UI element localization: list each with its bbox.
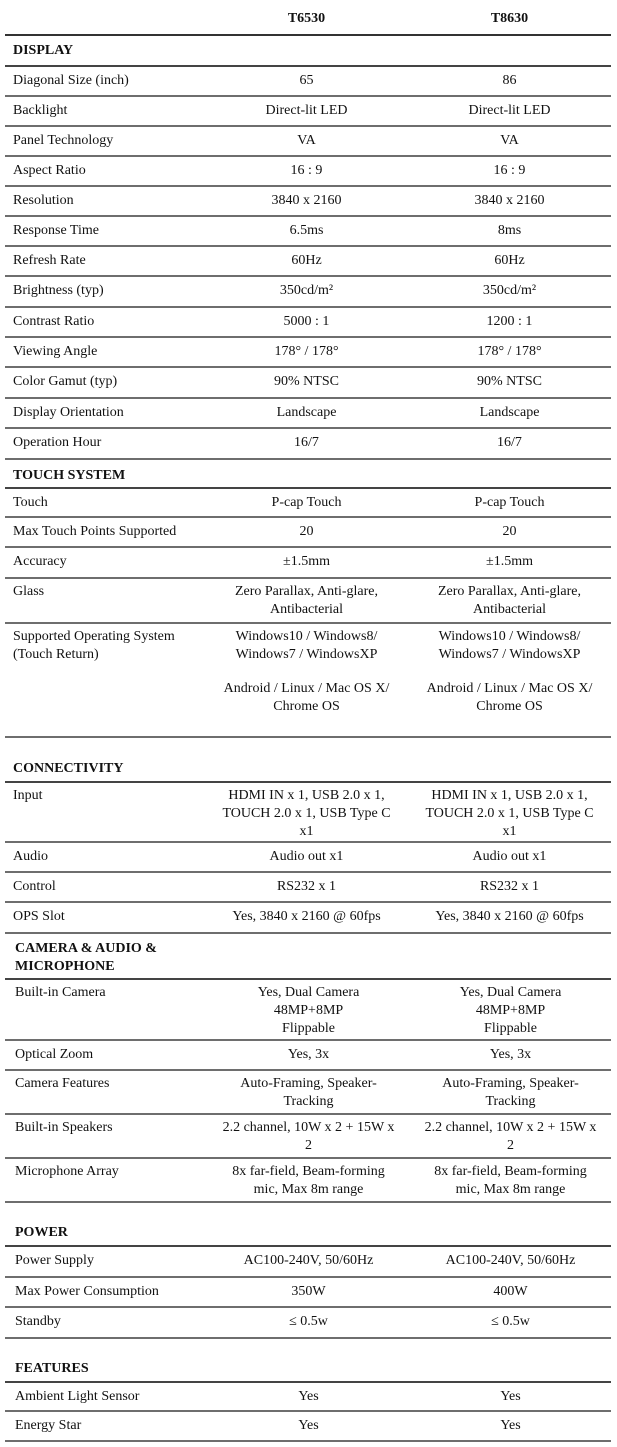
value-t8630: Yes: [500, 1389, 521, 1404]
row-label: Accuracy: [13, 554, 67, 569]
row-label: Ambient Light Sensor: [15, 1389, 140, 1404]
value-t6530: P-cap Touch: [271, 495, 342, 510]
power-section: [5, 1203, 611, 1339]
table-row-accuracy: [5, 548, 611, 579]
table-row-diagonal-size-inch: [5, 67, 611, 97]
table-row-audio: [5, 843, 611, 873]
table-row-ops-slot: [5, 903, 611, 934]
value-t6530: 20: [299, 524, 314, 539]
section-spacer: [5, 1339, 611, 1355]
row-label: Microphone Array: [15, 1164, 119, 1179]
value-t8630: Audio out x1: [472, 849, 547, 864]
row-label: Backlight: [13, 103, 68, 118]
table-row-response-time: [5, 217, 611, 247]
value-t6530: RS232 x 1: [276, 879, 337, 894]
camera-rows: [5, 980, 611, 1203]
row-label: Aspect Ratio: [13, 163, 86, 178]
value-t6530: VA: [297, 133, 316, 148]
features-rows: [5, 1383, 611, 1442]
row-label: Resolution: [13, 193, 74, 208]
value-t6530: 8x far-field, Beam-forming mic, Max 8m range: [232, 1164, 385, 1197]
section-title: DISPLAY: [13, 43, 74, 58]
section-title: CONNECTIVITY: [13, 761, 124, 776]
row-label: Display Orientation: [13, 405, 124, 420]
value-t6530: ≤ 0.5w: [289, 1314, 328, 1329]
row-label: Supported Operating System (Touch Return): [13, 629, 175, 662]
value-t6530: Yes, Dual Camera 48MP+8MP Flippable: [257, 985, 360, 1036]
row-label: Diagonal Size (inch): [13, 73, 129, 88]
table-row-operation-hour: [5, 429, 611, 460]
section-title: FEATURES: [15, 1361, 89, 1376]
value-t6530: Audio out x1: [269, 849, 344, 864]
value-t8630: ±1.5mm: [486, 554, 533, 569]
value-t8630: P-cap Touch: [474, 495, 545, 510]
table-header: [5, 0, 611, 36]
value-t8630: Yes: [500, 1418, 521, 1433]
value-t6530: 2.2 channel, 10W x 2 + 15W x 2: [222, 1120, 395, 1153]
value-t6530: 16 : 9: [290, 163, 323, 178]
value-t6530: Yes: [298, 1389, 319, 1404]
value-t8630: 178° / 178°: [477, 344, 542, 359]
value-t8630: 2.2 channel, 10W x 2 + 15W x 2: [424, 1120, 597, 1153]
camera-section: [5, 934, 611, 1203]
value-t8630: 8x far-field, Beam-forming mic, Max 8m range: [434, 1164, 587, 1197]
value-t6530: Yes: [298, 1418, 319, 1433]
value-t6530: 16/7: [294, 435, 319, 450]
value-t8630: 1200 : 1: [486, 314, 533, 329]
header-model-t6530: T6530: [287, 11, 326, 26]
table-row-max-power-consumption: [5, 1278, 611, 1308]
section-header-connectivity: [5, 752, 611, 783]
table-row-built-in-camera: [5, 980, 611, 1041]
table-row-brightness-typ: [5, 277, 611, 308]
section-spacer: [5, 1203, 611, 1219]
value-t8630: 16/7: [497, 435, 522, 450]
row-label: Response Time: [13, 223, 99, 238]
value-t8630: 400W: [493, 1284, 528, 1299]
table-row-input: [5, 783, 611, 843]
row-label: Control: [13, 879, 56, 894]
table-row-touch: [5, 489, 611, 518]
value-t8630: Windows10 / Windows8/ Windows7 / WindowsXP Android / Linux / Mac OS X/ Chrome OS: [426, 629, 593, 714]
value-t6530: 3840 x 2160: [271, 193, 342, 208]
value-t8630: Yes, Dual Camera 48MP+8MP Flippable: [459, 985, 562, 1036]
value-t8630: ≤ 0.5w: [491, 1314, 530, 1329]
row-label: Max Touch Points Supported: [13, 524, 177, 539]
table-row-refresh-rate: [5, 247, 611, 277]
row-label: Built-in Camera: [15, 985, 106, 1000]
value-t8630: Zero Parallax, Anti-glare, Antibacterial: [437, 584, 582, 617]
power-rows: [5, 1247, 611, 1339]
value-t6530: HDMI IN x 1, USB 2.0 x 1, TOUCH 2.0 x 1, USB Type C x1: [222, 788, 391, 839]
row-label: OPS Slot: [13, 909, 65, 924]
value-t8630: 20: [502, 524, 517, 539]
value-t6530: 5000 : 1: [283, 314, 330, 329]
table-row-glass: [5, 579, 611, 624]
row-label: Input: [13, 788, 43, 803]
value-t6530: Direct-lit LED: [265, 103, 348, 118]
value-t6530: Landscape: [276, 405, 337, 420]
value-t6530: ±1.5mm: [283, 554, 330, 569]
value-t6530: Yes, 3x: [287, 1047, 330, 1062]
row-label: Audio: [13, 849, 48, 864]
section-title: TOUCH SYSTEM: [13, 468, 126, 483]
row-label: Panel Technology: [13, 133, 114, 148]
table-row-backlight: [5, 97, 611, 127]
row-label: Viewing Angle: [13, 344, 98, 359]
display-rows: [5, 67, 611, 460]
table-row-color-gamut-typ: [5, 368, 611, 399]
value-t6530: 6.5ms: [289, 223, 324, 238]
value-t6530: Yes, 3840 x 2160 @ 60fps: [232, 909, 381, 924]
value-t8630: HDMI IN x 1, USB 2.0 x 1, TOUCH 2.0 x 1, USB Type C x1: [425, 788, 594, 839]
touch-rows: [5, 489, 611, 624]
table-row-panel-technology: [5, 127, 611, 157]
table-row-built-in-speakers: [5, 1115, 611, 1159]
value-t6530: Auto-Framing, Speaker- Tracking: [240, 1076, 377, 1109]
value-t8630: Direct-lit LED: [468, 103, 551, 118]
header-model-t8630: T8630: [490, 11, 529, 26]
spec-comparison-table: [5, 0, 611, 1442]
value-t6530: 65: [299, 73, 314, 88]
section-header-features: [5, 1355, 611, 1383]
table-row-display-orientation: [5, 399, 611, 429]
row-label: Optical Zoom: [15, 1047, 94, 1062]
table-row-camera-features: [5, 1071, 611, 1115]
value-t8630: 350cd/m²: [482, 283, 537, 298]
table-row-microphone-array: [5, 1159, 611, 1203]
value-t8630: Yes, 3840 x 2160 @ 60fps: [435, 909, 584, 924]
value-t6530: AC100-240V, 50/60Hz: [243, 1253, 374, 1268]
value-t8630: VA: [500, 133, 519, 148]
table-row-standby: [5, 1308, 611, 1339]
value-t8630: 3840 x 2160: [474, 193, 545, 208]
row-label: Contrast Ratio: [13, 314, 95, 329]
value-t8630: AC100-240V, 50/60Hz: [445, 1253, 576, 1268]
table-row-supported-os: [5, 624, 611, 738]
value-t8630: 60Hz: [494, 253, 525, 268]
row-label: Standby: [15, 1314, 61, 1329]
section-header-display: [5, 36, 611, 67]
value-t6530: Zero Parallax, Anti-glare, Antibacterial: [234, 584, 379, 617]
table-row-power-supply: [5, 1247, 611, 1278]
table-row-resolution: [5, 187, 611, 217]
value-t8630: Yes, 3x: [489, 1047, 532, 1062]
table-row-energy-star: [5, 1412, 611, 1442]
value-t8630: 16 : 9: [493, 163, 526, 178]
row-label: Energy Star: [15, 1418, 82, 1433]
row-label: Power Supply: [15, 1253, 94, 1268]
value-t6530: 60Hz: [291, 253, 322, 268]
section-header-touch-system: [5, 460, 611, 489]
row-label: Refresh Rate: [13, 253, 86, 268]
features-section: [5, 1339, 611, 1442]
table-row-ambient-light-sensor: [5, 1383, 611, 1412]
row-label: Operation Hour: [13, 435, 102, 450]
value-t8630: 8ms: [497, 223, 522, 238]
value-t8630: Auto-Framing, Speaker- Tracking: [442, 1076, 579, 1109]
row-label: Camera Features: [15, 1076, 110, 1091]
section-title: POWER: [15, 1225, 68, 1240]
table-row-optical-zoom: [5, 1041, 611, 1071]
table-row-viewing-angle: [5, 338, 611, 368]
section-header-power: [5, 1219, 611, 1247]
value-t6530: 350cd/m²: [279, 283, 334, 298]
section-title: CAMERA & AUDIO & MICROPHONE: [15, 941, 157, 974]
row-label: Color Gamut (typ): [13, 374, 118, 389]
table-row-aspect-ratio: [5, 157, 611, 187]
value-t6530: 350W: [291, 1284, 326, 1299]
row-label: Brightness (typ): [13, 283, 104, 298]
connectivity-rows: [5, 783, 611, 934]
section-header-camera-audio-microphone: [5, 934, 611, 980]
row-label: Glass: [13, 584, 45, 599]
value-t8630: RS232 x 1: [479, 879, 540, 894]
value-t6530: 90% NTSC: [274, 374, 339, 389]
value-t8630: 90% NTSC: [477, 374, 542, 389]
value-t6530: 178° / 178°: [274, 344, 339, 359]
table-row-contrast-ratio: [5, 308, 611, 338]
row-label: Touch: [13, 495, 48, 510]
row-label: Max Power Consumption: [15, 1284, 159, 1299]
table-row-max-touch-points-supported: [5, 518, 611, 548]
value-t8630: 86: [502, 73, 517, 88]
value-t8630: Landscape: [479, 405, 540, 420]
value-t6530: Windows10 / Windows8/ Windows7 / WindowsXP Android / Linux / Mac OS X/ Chrome OS: [223, 629, 390, 714]
table-row-control: [5, 873, 611, 903]
header-label: [5, 0, 205, 34]
section-spacer: [5, 738, 611, 752]
row-label: Built-in Speakers: [15, 1120, 113, 1135]
